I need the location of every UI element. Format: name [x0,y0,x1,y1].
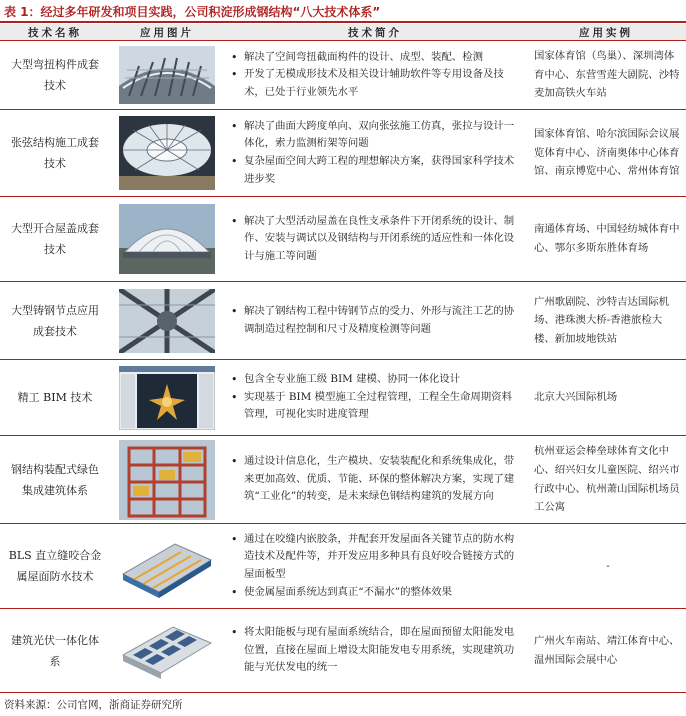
solar-pv-roof-diagram [119,615,215,687]
header-image: 应用图片 [110,24,224,41]
desc-item: • 解决了空间弯扭截面构件的设计、成型、装配、检测 [244,49,520,67]
tech-name: 精工 BIM 技术 [0,360,110,436]
tech-desc [224,436,526,524]
table-row [0,609,686,693]
tech-image [110,41,224,110]
header-name: 技术名称 [0,24,110,41]
desc-item: • 通过设计信息化，生产模块、安装装配化和系统集成化，带来更加高效、优质、节能、环保的整体解决方案，实现了建筑“工业化”的转变，是未来绿色钢结构建筑的发展方向 [244,453,520,506]
table-row [0,110,686,197]
tech-cases: 南通体育场、中国轻纺城体育中心、鄂尔多斯东胜体育场 [526,197,686,282]
desc-item: • 复杂屋面空间大跨工程的理想解决方案，获得国家科学技术进步奖 [244,153,520,188]
tech-cases: 国家体育馆、哈尔滨国际会议展览体育中心、济南奥体中心体育馆、南京博览中心、常州体育馆 [526,110,686,197]
tech-cases: 广州歌剧院、沙特吉达国际机场、港珠澳大桥-香港旅检大楼、新加坡地铁站 [526,282,686,360]
cast-steel-node-photo [119,289,215,353]
tech-image [110,524,224,609]
tech-image [110,282,224,360]
tech-cases: 杭州亚运会棒垒球体育文化中心、绍兴妇女儿童医院、绍兴市行政中心、杭州萧山国际机场员工公寓 [526,436,686,524]
twisted-steel-stadium-photo [119,46,215,104]
tech-image [110,197,224,282]
tech-desc [224,197,526,282]
retractable-roof-stadium-photo [119,204,215,274]
header-desc: 技术简介 [224,24,526,41]
tech-name: 钢结构装配式绿色集成建筑体系 [0,436,110,524]
bim-software-screenshot [119,366,215,430]
table-row [0,282,686,360]
prefab-building-frame-photo [119,440,215,520]
source-note: 资料来源：公司官网，浙商证券研究所 [4,699,183,711]
desc-item: • 解决了钢结构工程中铸钢节点的受力、外形与流注工艺的协调制造过程控制和尺寸及精度检测等问题 [244,303,520,338]
cable-dome-roof-photo [119,116,215,190]
tech-name: 张弦结构施工成套技术 [0,110,110,197]
table-row [0,41,686,110]
title-rule [0,21,686,23]
tech-image [110,110,224,197]
tech-desc [224,360,526,436]
tech-name: 大型开合屋盖成套技术 [0,197,110,282]
desc-item: • 解决了大型活动屋盖在良性支承条件下开闭系统的设计、制作、安装与调试以及钢结构与开闭系统的适应性和一体化设计与施工等问题 [244,213,520,266]
desc-item: • 通过在咬缝内嵌胶条，并配套开发屋面各关键节点的防水构造技术及配件等，并开发应用多种具有良好咬合链接方式的屋面板型 [244,531,520,584]
standing-seam-roof-diagram [119,530,215,602]
tech-image [110,436,224,524]
tech-name: 建筑光伏一体化体系 [0,609,110,693]
desc-item: • 实现基于 BIM 模型施工全过程管理，工程全生命周期资料管理，可视化实时进度管理 [244,389,520,424]
table-row [0,524,686,609]
tech-cases: 国家体育馆（鸟巢）、深圳湾体育中心、东营雪莲大剧院、沙特麦加高铁火车站 [526,41,686,110]
desc-item: • 包含全专业施工级 BIM 建模、协同一体化设计 [244,371,520,389]
tech-cases: 北京大兴国际机场 [526,360,686,436]
desc-item: • 开发了无模成形技术及相关设计辅助软件等专用设备及技术，已处于行业领先水平 [244,66,520,101]
table-row [0,197,686,282]
tech-name: 大型铸钢节点应用成套技术 [0,282,110,360]
tech-desc [224,110,526,197]
tech-name: BLS 直立缝咬合金属屋面防水技术 [0,524,110,609]
tech-desc [224,282,526,360]
tech-desc [224,609,526,693]
tech-name: 大型弯扭构件成套技术 [0,41,110,110]
tech-desc [224,41,526,110]
table-title: 表 1：经过多年研发和项目实践，公司积淀形成钢结构“八大技术体系” [4,5,381,19]
header-cases: 应用实例 [526,24,686,41]
table-row [0,436,686,524]
desc-item: • 解决了曲面大跨度单向、双向张弦施工仿真，张拉与设计一体化，索力监测桁架等问题 [244,118,520,153]
table-header-row [0,24,686,41]
table-row [0,360,686,436]
tech-cases: 广州火车南站、靖江体育中心、温州国际会展中心 [526,609,686,693]
desc-item: • 将太阳能板与现有屋面系统结合，即在屋面预留太阳能发电位置，直接在屋面上增设太阳能发电专用系统，实现建筑功能与光伏发电的统一 [244,624,520,677]
tech-cases: - [526,524,686,609]
tech-desc [224,524,526,609]
technology-table [0,24,686,693]
desc-item: • 使金属屋面系统达到真正“不漏水”的整体效果 [244,584,520,602]
tech-image [110,360,224,436]
tech-image [110,609,224,693]
